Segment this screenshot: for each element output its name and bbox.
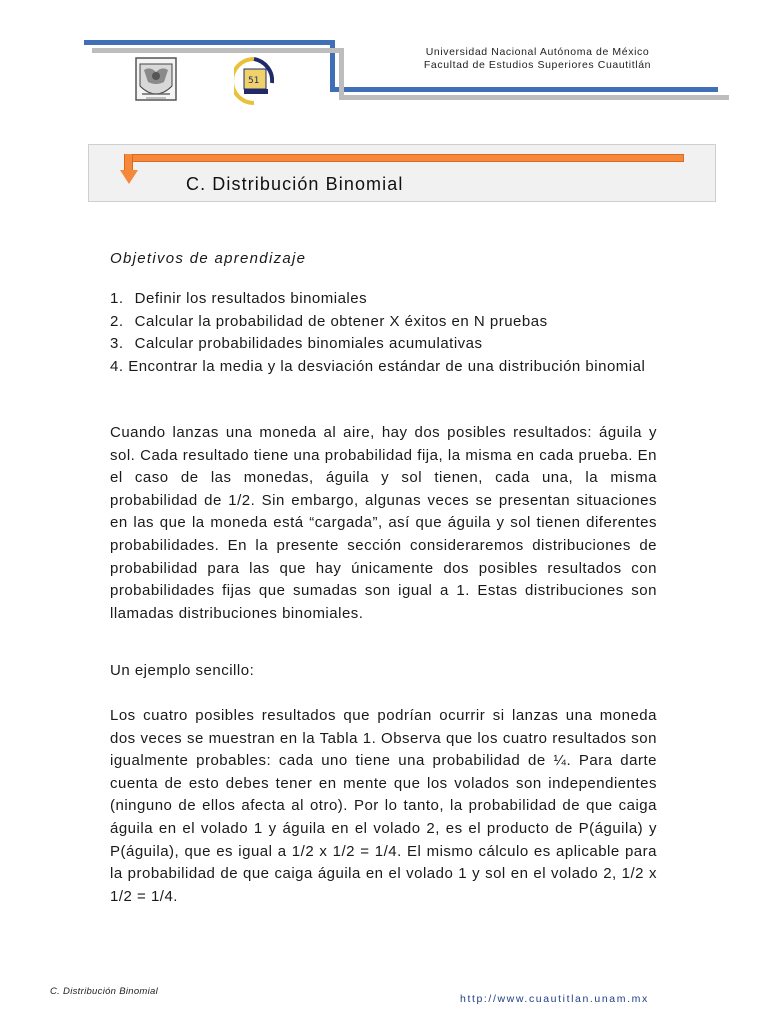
header-shadow-vertical — [339, 48, 344, 100]
objectives-heading: Objetivos de aprendizaje — [110, 250, 307, 267]
paragraph-intro: Cuando lanzas una moneda al aire, hay dos posibles resultados: águila y sol. Cada resultado tiene una probabilidad fija, la misma en cada prueba. En el caso de las monedas, águila y sol tienen, cada una, la misma probabilidad de 1/2. Sin embargo, algunas veces se presentan situaciones en las que la moneda está “cargada”, así que águila y sol tienen diferentes probabilidades. En la presente sección consideraremos distribuciones de probabilidad para las que hay únicamente dos posibles resultados con probabilidades fijas que sumadas son igual a 1. Estas distribuciones son llamadas distribuciones binomiales. — [110, 424, 657, 622]
fesc-emblem-icon — [234, 55, 274, 112]
objective-number: 2. — [110, 312, 124, 330]
objective-item — [110, 333, 657, 356]
paragraph-example-heading: Un ejemplo sencillo: — [110, 662, 255, 679]
institution-header — [380, 46, 695, 72]
objective-text: Encontrar la media y la desviación estándar de una distribución binomial — [128, 357, 646, 375]
header-shadow-bottom — [339, 95, 729, 100]
paragraph-intro-container — [110, 422, 657, 625]
title-accent-bar — [124, 154, 684, 162]
objective-item — [110, 356, 657, 379]
header-shadow-top — [92, 48, 340, 53]
objective-item — [110, 288, 657, 311]
objective-number: 4. — [110, 357, 124, 375]
footer-section-name: C. Distribución Binomial — [50, 986, 159, 997]
objective-text: Definir los resultados binomiales — [134, 290, 368, 307]
svg-text:51: 51 — [248, 76, 260, 86]
paragraph-example-container — [110, 660, 657, 683]
unam-shield-icon — [134, 56, 178, 111]
section-title: C. Distribución Binomial — [186, 174, 404, 194]
faculty-name: Facultad de Estudios Superiores Cuautitlán — [423, 59, 652, 71]
footer-url-link[interactable]: http://www.cuautitlan.unam.mx — [460, 993, 649, 1005]
objective-number: 3. — [110, 335, 124, 353]
university-name: Universidad Nacional Autónoma de México — [425, 46, 650, 58]
header-line-bottom — [330, 87, 718, 92]
paragraph-example-container — [110, 705, 657, 908]
objective-item — [110, 311, 657, 334]
objective-number: 1. — [110, 290, 124, 307]
paragraph-example: Los cuatro posibles resultados que podrían ocurrir si lanzas una moneda dos veces se muestran en la Tabla 1. Observa que los cuatro resultados son igualmente probables: cada uno tiene una probabilidad de ¼. Para darte cuenta de esto debes tener en mente que los volados son independientes (ninguno de ellos afecta al otro). Por lo tanto, la probabilidad de que caiga águila en el volado 1 y águila en el volado 2, es el producto de P(águila) y P(águila), que es igual a 1/2 x 1/2 = 1/4. El mismo cálculo es aplicable para la probabilidad de que caiga águila en el volado 1 y sol en el volado 2, 1/2 x 1/2 = 1/4. — [110, 707, 657, 905]
objectives-list — [110, 288, 657, 378]
objective-text: Calcular la probabilidad de obtener X éxitos en N pruebas — [134, 312, 548, 330]
title-arrow-down-icon — [120, 170, 138, 184]
objective-text: Calcular probabilidades binomiales acumulativas — [134, 335, 483, 353]
header-line-top-left — [84, 40, 334, 45]
